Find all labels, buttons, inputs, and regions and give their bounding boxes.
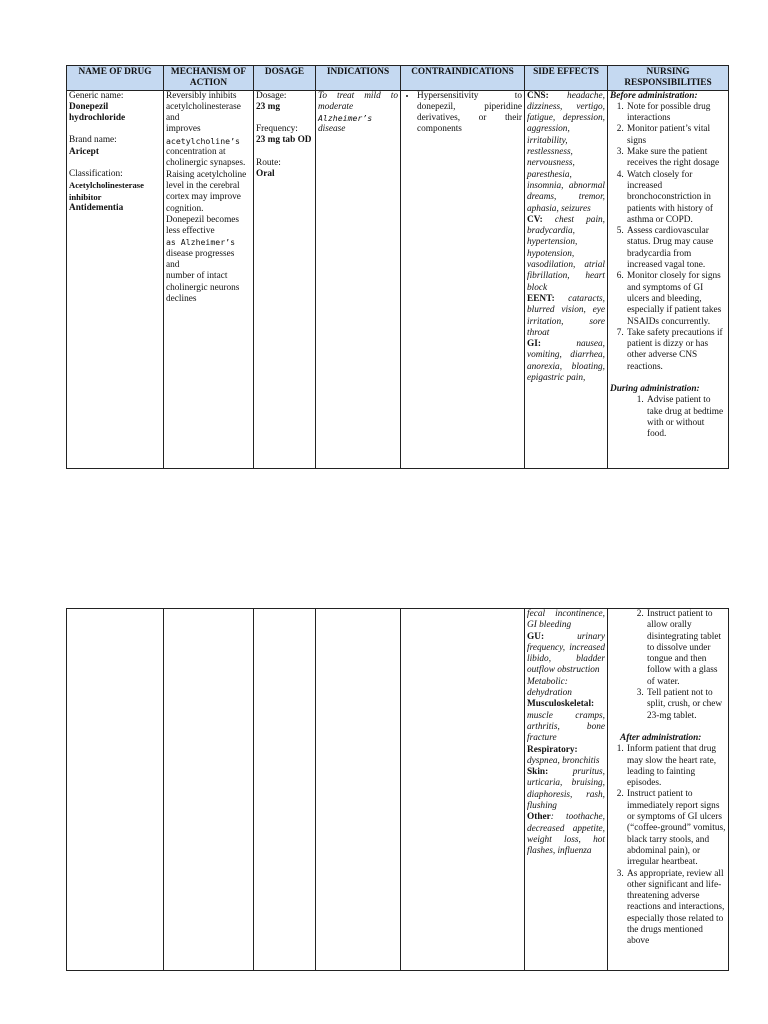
list-item: 4. Watch closely for increased bronchoconstriction in patients with history of asthma or COPD. <box>626 170 726 226</box>
during-administration-heading: During administration: <box>610 384 700 395</box>
side-effects-cell <box>525 609 608 971</box>
mechanism-text: and <box>166 260 180 271</box>
contraindications-cell <box>401 609 525 971</box>
se-other-label: Other <box>527 812 551 823</box>
se-gi: nausea, vomiting, diarrhea, anorexia, bloating, epigastric pain, <box>527 339 605 384</box>
mechanism-text: Donepezil becomes less effective <box>166 214 240 237</box>
header-mechanism: MECHANISM OF ACTION <box>164 66 254 91</box>
table-row <box>67 90 729 468</box>
table-row <box>67 609 729 971</box>
indications-cell <box>316 90 401 468</box>
frequency-label: Frequency: <box>256 124 298 135</box>
mechanism-cell <box>164 609 254 971</box>
list-item: 2. Monitor patient’s vital signs <box>626 124 726 147</box>
list-item: 2. Instruct patient to allow orally disintegrating tablet to dissolve under tongue and then follow with a glass of water. <box>646 609 726 688</box>
se-gi-label: GI: <box>527 339 541 350</box>
se-skin: pruritus, urticaria, bruising, diaphoresis, rash, flushing <box>527 767 605 812</box>
list-item: 5. Assess cardiovascular status. Drug may cause bradycardia from increased vagal tone. <box>626 226 726 271</box>
generic-label: Generic name: <box>69 90 124 101</box>
mechanism-cell <box>164 90 254 468</box>
se-cns: headache, dizziness, vertigo, fatigue, depression, aggression, irritability, restlessness, nervousness, paresthesia, insomnia, abnormal dreams, tremor, aphasia, seizures <box>527 90 605 214</box>
se-musculo: muscle cramps, arthritis, bone fracture <box>527 710 605 744</box>
se-resp-label: Respiratory: <box>527 744 578 755</box>
before-administration-heading: Before administration: <box>610 90 698 101</box>
frequency-value: 23 mg tab OD <box>256 135 312 146</box>
list-item: 2. Instruct patient to immediately report signs or symptoms of GI ulcers (“coffee-ground” vomitus, black tarry stools, and abdominal pain), or irregular heartbeat. <box>626 789 726 868</box>
nursing-cell <box>608 90 729 468</box>
brand-label: Brand name: <box>69 135 117 146</box>
mechanism-text: improves <box>166 124 201 135</box>
brand-name: Aricept <box>69 146 99 157</box>
se-metabolic: dehydration <box>527 688 572 699</box>
se-other: : toothache, decreased appetite, weight loss, hot flashes, influenza <box>527 812 605 857</box>
se-cns-label: CNS: <box>527 90 549 101</box>
se-gu-label: GU: <box>527 631 545 642</box>
indications-text: Alzheimer’s <box>318 113 373 124</box>
mechanism-text: as Alzheimer’s <box>166 237 236 248</box>
drug-name-cell <box>67 609 164 971</box>
list-item: 1. Inform patient that drug may slow the heart rate, leading to fainting episodes. <box>626 744 726 789</box>
se-resp: dyspnea, bronchitis <box>527 755 600 766</box>
drug-table-page-1 <box>66 65 729 469</box>
after-administration-heading: After administration: <box>620 732 702 743</box>
se-eent-label: EENT: <box>527 293 555 304</box>
list-item: 6. Monitor closely for signs and symptoms of GI ulcers and bleeding, especially if patient takes NSAIDs concurrently. <box>626 271 726 327</box>
list-item: 3. As appropriate, review all other significant and life-threatening adverse reactions and interactions, especially those related to the drugs mentioned above <box>626 869 726 948</box>
mechanism-text: number of intact cholinergic neurons declines <box>166 271 240 304</box>
route-value: Oral <box>256 169 275 180</box>
header-side-effects: SIDE EFFECTS <box>525 66 608 91</box>
dosage-cell <box>254 609 316 971</box>
dosage-label: Dosage: <box>256 90 287 101</box>
table-header-row <box>67 66 729 91</box>
mechanism-text: Reversibly inhibits acetylcholinesterase <box>166 90 241 112</box>
mechanism-text: and <box>166 113 180 124</box>
header-dosage: DOSAGE <box>254 66 316 91</box>
dosage-cell <box>254 90 316 468</box>
drug-table-page-2 <box>66 608 729 971</box>
header-nursing: NURSING RESPONSIBILITIES <box>608 66 729 91</box>
list-item: 7. Take safety precautions if patient is dizzy or has other adverse CNS reactions. <box>626 328 726 373</box>
indications-cell <box>316 609 401 971</box>
drug-name-cell <box>67 90 164 468</box>
classification-2: Antidementia <box>69 202 124 213</box>
route-label: Route: <box>256 157 281 168</box>
mechanism-text: concentration at cholinergic synapses. Raising acetylcholine <box>166 147 247 180</box>
nursing-cell <box>608 609 729 971</box>
indications-text: disease <box>318 124 346 135</box>
mechanism-text: disease progresses <box>166 248 235 259</box>
header-contraindications: CONTRAINDICATIONS <box>401 66 525 91</box>
contraindications-cell <box>401 90 525 468</box>
generic-name: Donepezil hydrochloride <box>69 101 126 124</box>
contraindication-item: • Hypersensitivity to donepezil, piperidine derivatives, or their components <box>417 91 522 136</box>
classification-1: Acetylcholinesterase inhibitor <box>69 180 144 202</box>
header-indications: INDICATIONS <box>316 66 401 91</box>
se-metabolic-label: Metabolic: <box>527 676 568 687</box>
se-gi-cont: fecal incontinence, GI bleeding <box>527 609 605 631</box>
classification-label: Classification: <box>69 169 123 180</box>
se-musculo-label: Musculoskeletal: <box>527 699 595 710</box>
indications-text: To treat mild to moderate <box>318 90 398 112</box>
se-eent: cataracts, blurred vision, eye irritation, sore throat <box>527 293 605 338</box>
se-cv: chest pain, bradycardia, hypertension, hypotension, vasodilation, atrial fibrillation, heart block <box>527 214 605 293</box>
side-effects-cell <box>525 90 608 468</box>
list-item: 3. Make sure the patient receives the right dosage <box>626 147 726 170</box>
mechanism-text: level in the cerebral cortex may improve cognition. <box>166 180 241 214</box>
se-cv-label: CV: <box>527 214 543 225</box>
se-skin-label: Skin: <box>527 767 549 778</box>
list-item: 1. Note for possible drug interactions <box>626 102 726 125</box>
mechanism-text: acetylcholine’s <box>166 135 240 146</box>
dosage-value: 23 mg <box>256 101 281 112</box>
list-item: 1. Advise patient to take drug at bedtime with or without food. <box>646 395 726 440</box>
list-item: 3. Tell patient not to split, crush, or chew 23-mg tablet. <box>646 688 726 722</box>
header-name-of-drug: NAME OF DRUG <box>67 66 164 91</box>
se-gu: urinary frequency, increased libido, bladder outflow obstruction <box>527 631 605 676</box>
